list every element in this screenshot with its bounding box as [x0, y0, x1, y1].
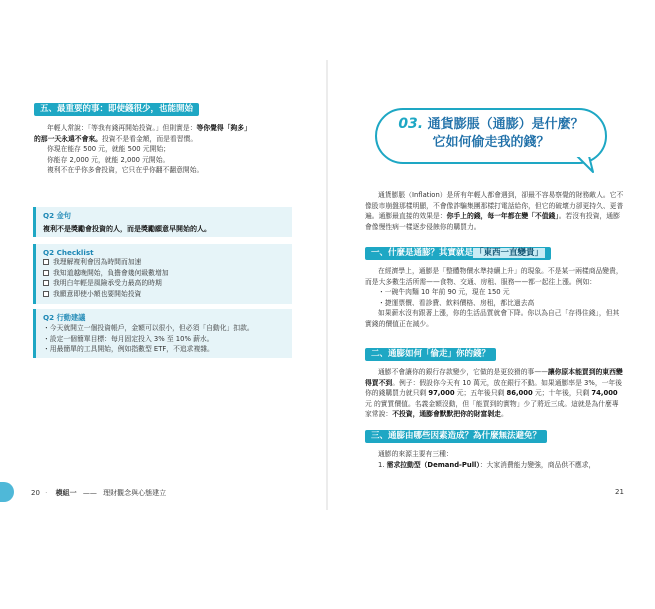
checklist-item[interactable]: 我明白年輕是風險承受力最高的時期	[43, 278, 285, 289]
footer-module: 模組一	[55, 489, 77, 497]
section-3-intro: 通膨的來源主要有三種：	[378, 450, 453, 458]
left-edge-tab	[0, 482, 14, 502]
chapter-number: 03.	[398, 116, 424, 132]
section-3-item-1: 1. 需求拉動型（Demand-Pull）：大家消費能力變強，商品供不應求，	[378, 460, 596, 469]
checklist-item[interactable]: 我願意即使小額也要開始投資	[43, 289, 285, 300]
section-1-body	[365, 266, 625, 330]
title-bubble-tail	[575, 154, 599, 174]
checklist-item[interactable]: 我知道越晚開始，負擔會幾何級數增加	[43, 268, 285, 279]
section-1-heading: 一、什麼是通膨？其實就是 「東西一直變貴」	[365, 247, 551, 260]
section-1-p2: 如果薪水沒有跟著上漲，你的生活品質就會下降。你以為自己「存得住錢」，但其實錢的價值正在減少。	[365, 309, 620, 328]
golden-sentence-text: 複利不是獎勵會投資的人，而是獎勵願意早開始的人。	[43, 225, 211, 233]
checkbox-icon[interactable]	[43, 291, 49, 297]
checkbox-icon[interactable]	[43, 259, 49, 265]
left-footer: 20 · 模組一 —— 理財觀念與心態建立	[31, 489, 167, 497]
section-5-body	[34, 123, 296, 176]
chapter-title-line-2: 它如何偷走我的錢？	[432, 135, 550, 150]
left-page-number: 20	[31, 489, 40, 497]
section-2-body: 通膨不會讓你的銀行存款變少，它做的是更狡猾的事——讓你原本能買到的東西變得買不到。例子：假設你今天有 10 萬元，放在銀行不動。如果通膨率是 3%，一年後你的錢購買力就只剩 97,000 元；五年後只剩 86,000 元；十年後，只剩 74,000 元 的實質價值。名義金額沒動，但「能買到的實物」少了將近三成。這就是為什麼專家常說：不投資，通膨會默默把你的財富剝走。	[365, 368, 623, 419]
chapter-title-line-1: 通貨膨脹（通膨）是什麼？	[427, 117, 584, 132]
chapter-title	[375, 115, 607, 152]
golden-sentence-title: Q2 金句	[43, 211, 71, 220]
action-item: ・用最簡單的工具開始，例如指數型 ETF，不追求複雜。	[43, 345, 214, 354]
checkbox-icon[interactable]	[43, 270, 49, 276]
section-5-p1-b: 等你覺得「夠多」	[196, 124, 251, 132]
action-item: ・設定一個簡單目標：每月固定投入 3% 至 10% 薪水。	[43, 334, 214, 343]
action-box	[33, 309, 292, 358]
section-5-line-1: 你現在能存 500 元，就能 500 元開始；	[47, 145, 170, 154]
footer-dash: ——	[82, 489, 97, 497]
section-1-p1: 在經濟學上，通膨是「整體物價水準持續上升」的現象。不是某一兩樣商品變貴，而是大多數生活所需——食物、交通、房租、服務——都一起往上漲。例如：	[365, 267, 623, 286]
checkbox-icon[interactable]	[43, 280, 49, 286]
action-title: Q2 行動建議	[43, 313, 86, 322]
section-2-heading: 二、通膨如何「偷走」你的錢？	[365, 348, 496, 361]
left-page	[0, 0, 327, 609]
section-5-line-3: 複利不在乎你多會投資，它只在乎你翻不翻意開始。	[47, 166, 204, 175]
intro-paragraph: 通貨膨脹（Inflation）是所有年輕人都會遇到，卻最不容易察覺的財務敵人。它不像股市崩盤那樣明顯，不會像詐騙集團那樣打電話給你，但它的破壞力卻更持久、更普遍。通膨最直接的效果是：你手上的錢，每一年都在變「不值錢」。若沒有投資，通膨會像慢性病一樣逐步侵蝕你的購買力。	[365, 191, 624, 231]
section-3-heading: 三、通膨由哪些因素造成？為什麼無法避免？	[365, 430, 547, 443]
section-3-body	[365, 449, 625, 470]
section-1-bullet-2: ・捷運票價、看診費、飲料價格、房租，都比過去高	[378, 298, 535, 307]
golden-sentence-box	[33, 207, 292, 237]
checklist-title: Q2 Checklist	[43, 248, 94, 257]
checklist-box	[33, 244, 292, 304]
right-page-number: 21	[615, 488, 624, 496]
section-5-p1-d: 投資不是看金額，而是看習慣。	[101, 134, 198, 143]
section-5-p1-c: 的那一天永遠不會來。	[34, 134, 102, 143]
footer-subtitle: 理財觀念與心態建立	[103, 489, 167, 497]
section-5-heading: 五、最重要的事：即使錢很少，也能開始	[34, 103, 199, 116]
right-page	[328, 0, 655, 609]
section-5-line-2: 你能存 2,000 元，就能 2,000 元開始。	[47, 155, 170, 164]
section-1-bullet-1: ・一碗牛肉麵 10 年前 90 元，現在 150 元	[378, 288, 510, 297]
checklist-item[interactable]: 我理解複利會因為時間而加速	[43, 257, 285, 268]
section-5-p1-a: 年輕人常說：「等我有錢再開始投資。」但則實是：	[47, 124, 197, 132]
action-item: ・今天就開立一個投資帳戶，金額可以很小，但必須「自動化」扣款。	[43, 324, 254, 332]
